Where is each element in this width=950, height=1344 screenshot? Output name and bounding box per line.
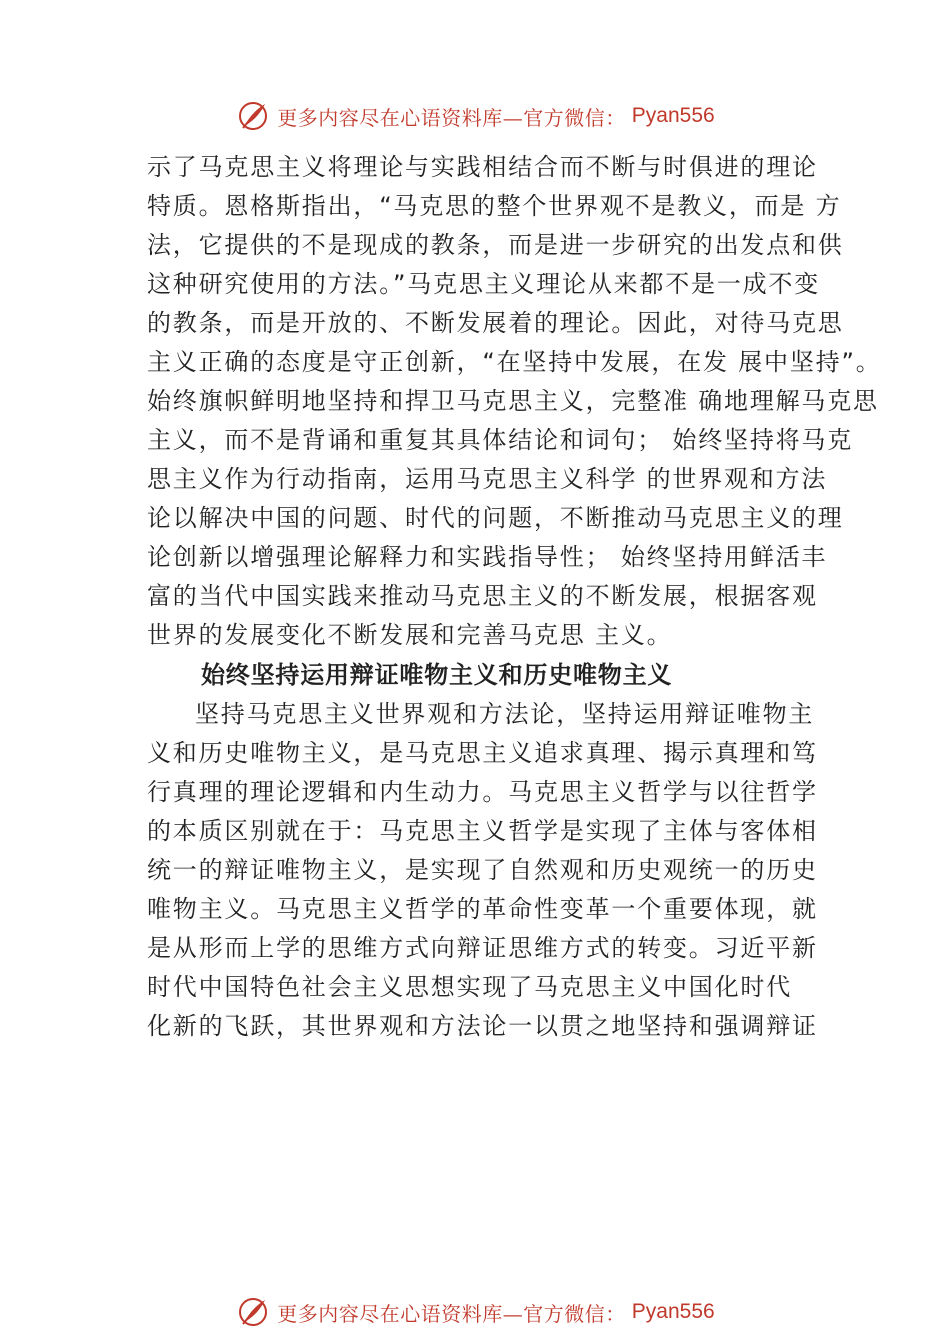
text-line: 时代中国特色社会主义思想实现了马克思主义中国化时代 bbox=[147, 973, 792, 1001]
section-heading: 始终坚持运用辩证唯物主义和历史唯物主义 bbox=[201, 661, 673, 689]
text-line: 法，它提供的不是现成的教条，而是进一步研究的出发点和供 bbox=[147, 231, 844, 259]
text-line: 义和历史唯物主义，是马克思主义追求真理、揭示真理和笃 bbox=[147, 739, 818, 767]
text-line: 富的当代中国实践来推动马克思主义的不断发展，根据客观 bbox=[147, 582, 818, 610]
text-line: 的教条，而是开放的、不断发展着的理论。因此，对待马克思 bbox=[147, 309, 844, 337]
text-line: 始终旗帜鲜明地坚持和捍卫马克思主义，完整准 确地理解马克思 bbox=[147, 387, 879, 415]
paragraph-1 bbox=[147, 148, 882, 655]
document-body bbox=[147, 148, 882, 1046]
quill-logo-icon bbox=[235, 98, 271, 134]
quill-logo-icon bbox=[235, 1294, 271, 1330]
text-line: 论以解决中国的问题、时代的问题，不断推动马克思主义的理 bbox=[147, 504, 844, 532]
text-line: 主义，而不是背诵和重复其具体结论和词句； 始终坚持将马克 bbox=[147, 426, 854, 454]
text-line: 特质。恩格斯指出，“马克思的整个世界观不是教义，而是 方 bbox=[147, 192, 842, 220]
text-line: 论创新以增强理论解释力和实践指导性； 始终坚持用鲜活丰 bbox=[147, 543, 828, 571]
watermark-text: 更多内容尽在心语资料库—官方微信： bbox=[277, 105, 626, 130]
text-line: 示了马克思主义将理论与实践相结合而不断与时俱进的理论 bbox=[147, 153, 818, 181]
paragraph-2 bbox=[147, 695, 847, 1046]
text-line: 行真理的理论逻辑和内生动力。马克思主义哲学与以往哲学 bbox=[147, 778, 818, 806]
watermark-wechat-id: Pyan556 bbox=[631, 1300, 715, 1323]
header-watermark bbox=[0, 94, 950, 138]
text-line: 坚持马克思主义世界观和方法论，坚持运用辩证唯物主 bbox=[195, 700, 815, 728]
text-line: 的本质区别就在于：马克思主义哲学是实现了主体与客体相 bbox=[147, 817, 818, 845]
watermark-text: 更多内容尽在心语资料库—官方微信： bbox=[277, 1301, 626, 1326]
text-line: 主义正确的态度是守正创新，“在坚持中发展，在发 展中坚持”。 bbox=[147, 348, 882, 376]
text-line: 是从形而上学的思维方式向辩证思维方式的转变。习近平新 bbox=[147, 934, 818, 962]
text-line: 化新的飞跃，其世界观和方法论一以贯之地坚持和强调辩证 bbox=[147, 1012, 818, 1040]
watermark-wechat-id: Pyan556 bbox=[631, 104, 715, 127]
text-line: 思主义作为行动指南，运用马克思主义科学 的世界观和方法 bbox=[147, 465, 828, 493]
footer-watermark bbox=[0, 1290, 950, 1334]
text-line: 统一的辩证唯物主义，是实现了自然观和历史观统一的历史 bbox=[147, 856, 818, 884]
text-line: 唯物主义。马克思主义哲学的革命性变革一个重要体现，就 bbox=[147, 895, 818, 923]
text-line: 这种研究使用的方法。”马克思主义理论从来都不是一成不变 bbox=[147, 270, 821, 298]
text-line: 世界的发展变化不断发展和完善马克思 主义。 bbox=[147, 621, 673, 649]
